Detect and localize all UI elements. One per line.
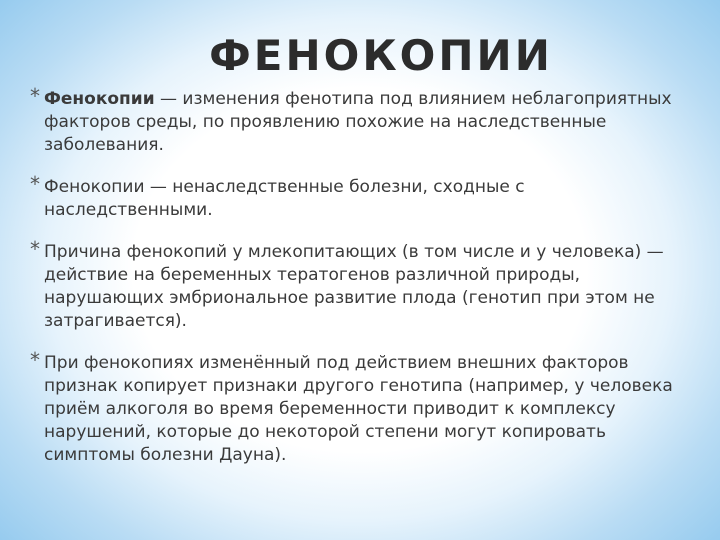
bullet-marker: * <box>30 84 40 108</box>
bullet-marker: * <box>30 237 40 261</box>
bullet-text: Причина фенокопий у млекопитающих (в том числе и у человека) — действие на беременных тератогенов различной природы, нарушающих эмбриональное развитие плода (генотип при этом не затрагивается). <box>44 242 664 331</box>
bullet-term: Фенокопии <box>44 89 155 109</box>
slide-title: ФЕНОКОПИИ <box>209 31 553 80</box>
bullet-item <box>30 84 690 157</box>
bullet-marker: * <box>30 348 40 372</box>
bullet-item <box>30 237 690 333</box>
bullet-text: При фенокопиях изменённый под действием внешних факторов признак копирует признаки другого генотипа (например, у человека приём алкоголя во время беременности приводит к комплексу нарушений, которые до некоторой степени могут копировать симптомы болезни Дауна). <box>44 353 673 465</box>
bullet-item <box>30 172 690 222</box>
bullet-text: Фенокопии — ненаследственные болезни, сходные с наследственными. <box>44 177 525 220</box>
bullet-list <box>30 84 690 467</box>
bullet-marker: * <box>30 172 40 196</box>
bullet-item <box>30 348 690 467</box>
bullet-text: — изменения фенотипа под влиянием неблагоприятных факторов среды, по проявлению похожие на наследственные заболевания. <box>44 89 672 155</box>
